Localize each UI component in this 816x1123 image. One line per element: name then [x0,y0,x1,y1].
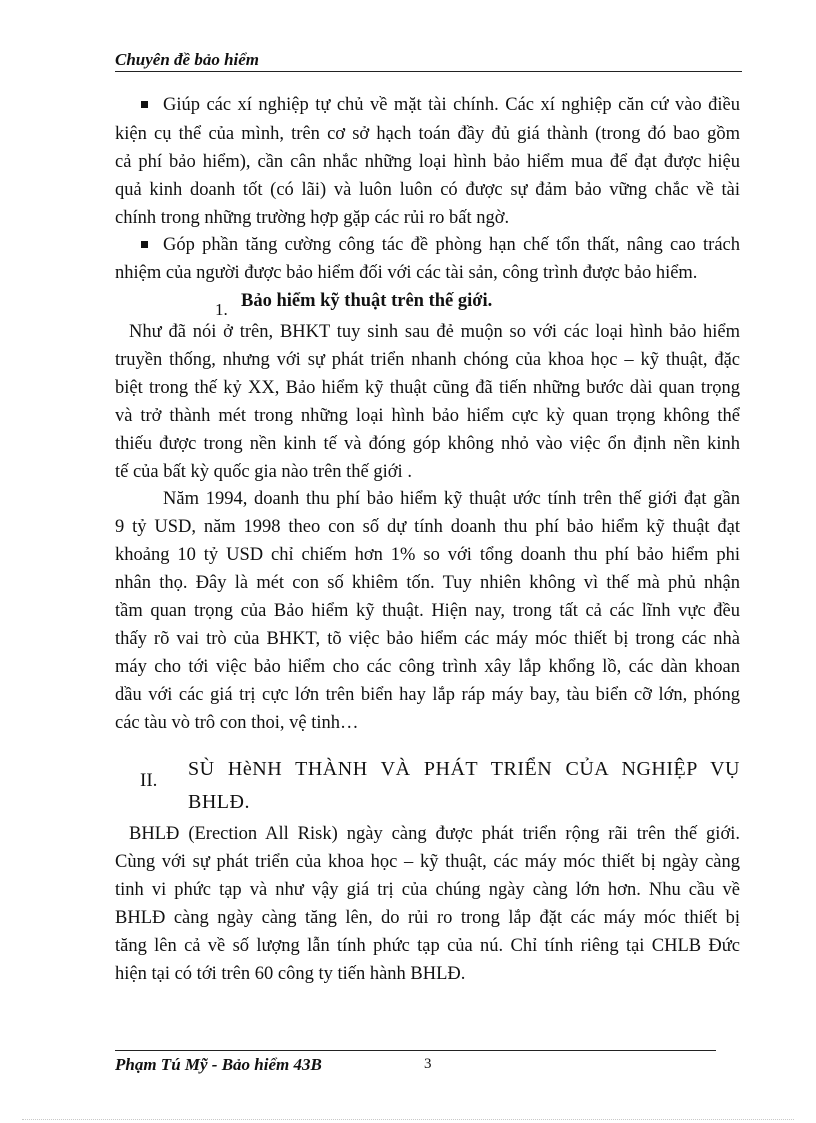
paragraph-line: khoảng 10 tỷ USD chỉ chiếm hơn 1% so với tổng doanh thu phí bảo hiểm phi [115,545,740,565]
footer-rule [115,1050,716,1051]
paragraph-line: máy cho tới việc bảo hiểm cho các công trình xây lắp khổng lồ, các dàn khoan [115,657,740,677]
paragraph-line: thiếu được trong nền kinh tế và đóng góp không nhỏ vào việc ổn định nền kinh [115,434,740,454]
paragraph-line: biệt trong thế kỷ XX, Bảo hiểm kỹ thuật cũng đã tiến những bước dài quan trọng [115,378,740,398]
section-heading: SÙ HèNH THÀNH VÀ PHÁT TRIỂN CỦA NGHIỆP VỤ [188,758,740,780]
bullet-line: Giúp các xí nghiệp tự chủ về mặt tài chính. Các xí nghiệp căn cứ vào điều [163,95,740,115]
bullet-line: nhiệm của người được bảo hiểm đối với các tài sản, công trình được bảo hiểm. [115,263,698,283]
bullet-square-icon [141,101,148,108]
paragraph-line: nhân thọ. Đây là mét con số khiêm tốn. Tuy nhiên không vì thế mà phủ nhận [115,573,740,593]
paragraph-line: các tàu vò trô con thoi, vệ tinh… [115,713,359,733]
paragraph-line: tế của bất kỳ quốc gia nào trên thế giới . [115,462,412,482]
bullet-line: cả phí bảo hiểm), cần cân nhắc những loại hình bảo hiểm mua để đạt được hiệu [115,152,740,172]
page-edge-divider [22,1119,794,1120]
paragraph-line: Cùng với sự phát triển của khoa học – kỹ thuật, các máy móc thiết bị ngày càng [115,852,740,872]
section-title: Bảo hiểm kỹ thuật trên thế giới. [241,291,493,311]
paragraph-line: Năm 1994, doanh thu phí bảo hiểm kỹ thuật ước tính trên thế giới đạt gần [163,489,740,509]
paragraph-line: thấy rõ vai trò của BHKT, tõ việc bảo hiểm các máy móc thiết bị trong các nhà [115,629,740,649]
bullet-line: chính trong những trường hợp gặp các rủi ro bất ngờ. [115,208,510,228]
page-number: 3 [424,1056,432,1072]
bullet-line: kiện cụ thể của mình, trên cơ sở hạch toán đầy đủ giá thành (trong đó bao gồm [115,124,740,144]
paragraph-line: 9 tỷ USD, năm 1998 theo con số dự tính doanh thu phí bảo hiểm kỹ thuật đạt [115,517,740,537]
paragraph-line: BHLĐ (Erection All Risk) ngày càng được phát triển rộng rãi trên thế giới. [129,824,740,844]
paragraph-line: tăng lên cả về số lượng lẫn tính phức tạp của nú. Chỉ tính riêng tại CHLB Đức [115,936,740,956]
paragraph-line: tầm quan trọng của Bảo hiểm kỹ thuật. Hiện nay, trong tất cả các lĩnh vực đều [115,601,740,621]
footer-author: Phạm Tú Mỹ - Bảo hiểm 43B [115,1055,322,1074]
bullet-line: quả kinh doanh tốt (có lãi) và luôn luôn có được sự đảm bảo vững chắc về tài [115,180,740,200]
header-rule [115,71,742,72]
section-heading: BHLĐ. [188,791,250,813]
paragraph-line: và trở thành mét trong những loại hình bảo hiểm cực kỳ quan trọng không thể [115,406,740,426]
paragraph-line: hiện tại có tới trên 60 công ty tiến hành BHLĐ. [115,964,466,984]
section-number: II. [140,770,158,791]
paragraph-line: Như đã nói ở trên, BHKT tuy sinh sau đẻ muộn so với các loại hình bảo hiểm [129,322,740,342]
bullet-square-icon [141,241,148,248]
paragraph-line: BHLĐ càng ngày càng tăng lên, do rủi ro trong lắp đặt các máy móc thiết bị [115,908,740,928]
header-title: Chuyên đề bảo hiểm [115,50,260,69]
paragraph-line: dầu với các giá trị cực lớn trên biển hay lắp ráp máy bay, tàu biển cỡ lớn, phóng [115,685,740,705]
section-number: 1. [215,300,228,319]
paragraph-line: truyền thống, nhưng với sự phát triển nhanh chóng của khoa học – kỹ thuật, đặc [115,350,740,370]
bullet-line: Góp phần tăng cường công tác đề phòng hạn chế tổn thất, nâng cao trách [163,235,740,255]
paragraph-line: tinh vi phức tạp và như vậy giá trị của chúng ngày càng lớn hơn. Nhu cầu về [115,880,740,900]
